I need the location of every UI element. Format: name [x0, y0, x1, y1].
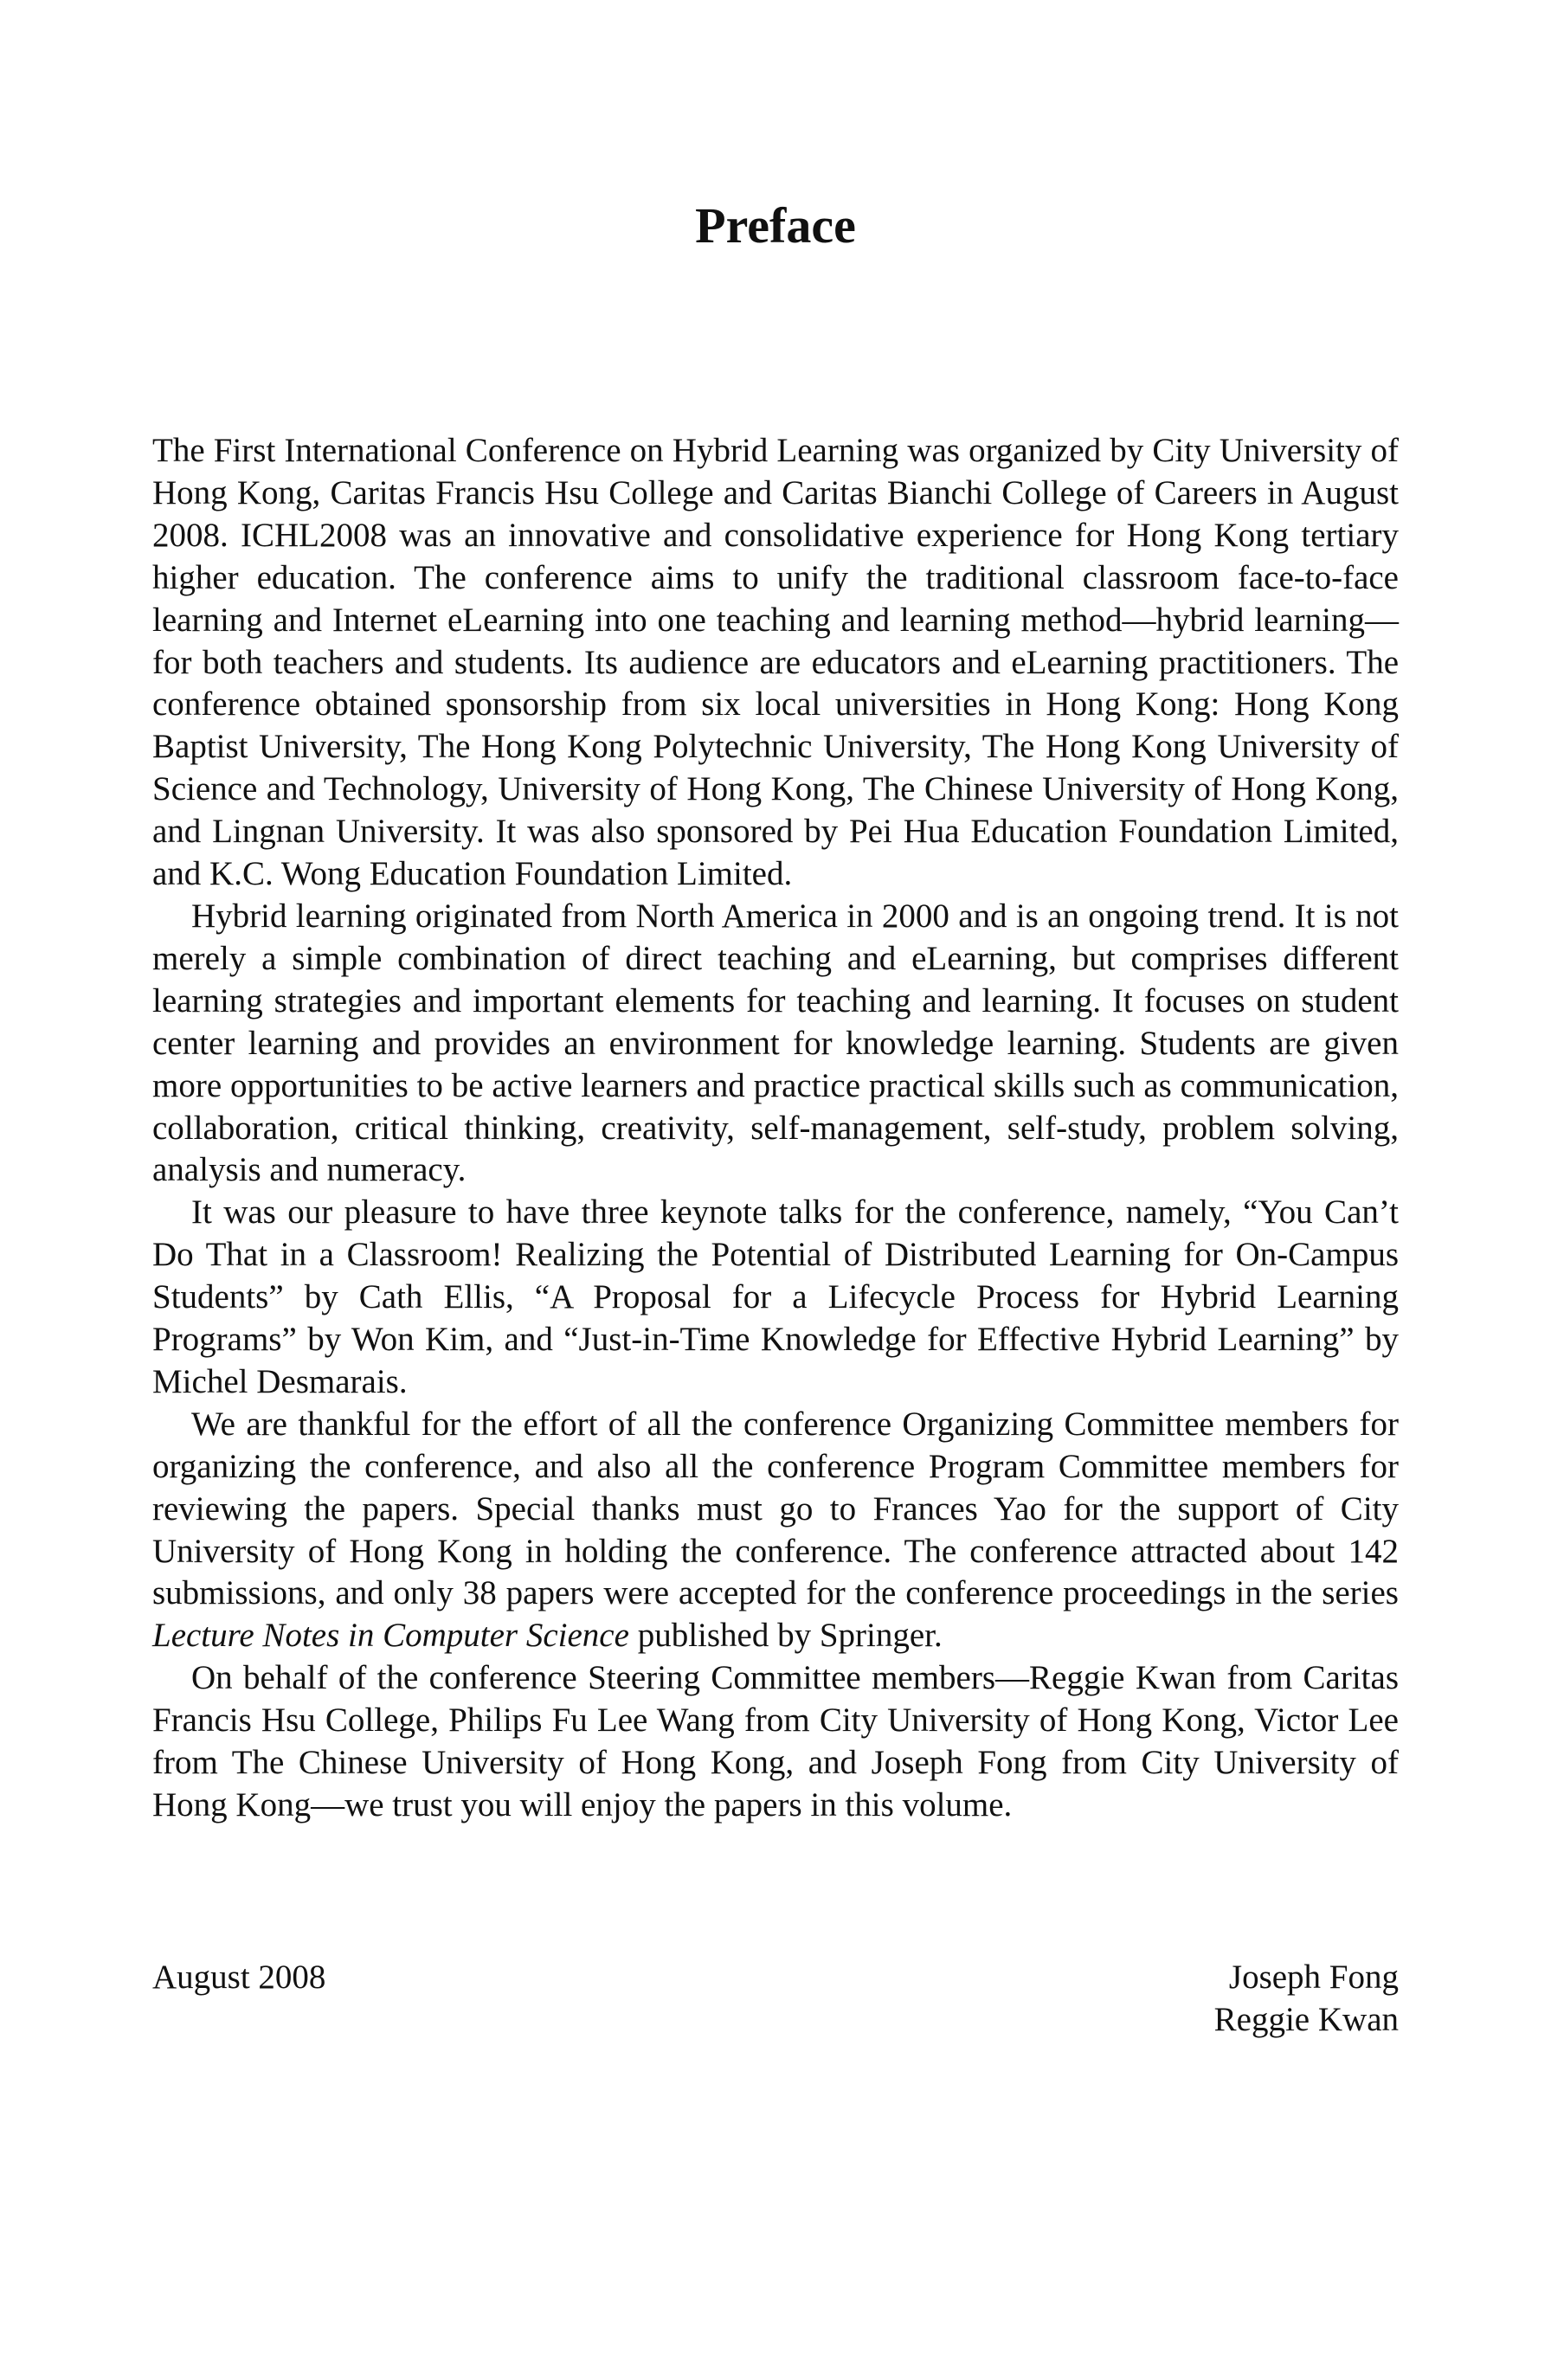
series-title: Lecture Notes in Computer Science — [152, 1617, 629, 1655]
paragraph-conference-overview: The First International Conference on Hybrid Learning was organized by City University of Hong Kong, Caritas Francis Hsu College and Caritas Bianchi College of Careers in August 2008. ICHL2008 was an innovative and consolidative experience for Hong Kong tertiary higher education. The conference aims to unify the traditional classroom face-to-face learning and Internet eLearning into one teaching and learning method—hybrid learning—for both teachers and students. Its audience are educators and eLearning practitioners. The conference obtained sponsorship from six local universities in Hong Kong: Hong Kong Baptist University, The Hong Kong Polytechnic University, The Hong Kong University of Science and Technology, University of Hong Kong, The Chinese University of Hong Kong, and Lingnan University. It was also sponsored by Pei Hua Education Foundation Limited, and K.C. Wong Education Foundation Limited. — [152, 432, 1399, 893]
acknowledgements-text: We are thankful for the effort of all the conference Organizing Committee members for organizing the conference, and also all the conference Program Committee members for reviewing the papers. Special thanks must go to Frances Yao for the support of City University of Hong Kong in holding the conference. The conference attracted about 142 submissions, and only 38 papers were accepted for the conference proceedings in the series — [152, 1405, 1399, 1612]
paragraph-hybrid-learning: Hybrid learning originated from North America in 2000 and is an ongoing trend. It is not merely a simple combination of direct teaching and eLearning, but comprises different learning strategies and important elements for teaching and learning. It focuses on student center learning and provides an environment for knowledge learning. Students are given more opportunities to be active learners and practice practical skills such as communication, collaboration, critical thinking, creativity, self-management, self-study, problem solving, analysis and numeracy. — [152, 897, 1399, 1189]
page-title: Preface — [695, 197, 856, 254]
preface-body — [152, 430, 1399, 1827]
signoff-date: August 2008 — [152, 1959, 326, 1996]
acknowledgements-text-end: published by Springer. — [628, 1617, 943, 1655]
author-name: Joseph Fong — [1228, 1959, 1399, 1996]
signoff-authors — [1214, 1956, 1399, 2041]
author-name: Reggie Kwan — [1213, 2001, 1399, 2038]
paragraph-steering-committee: On behalf of the conference Steering Committee members—Reggie Kwan from Caritas Francis Hsu College, Philips Fu Lee Wang from City University of Hong Kong, Victor Lee from The Chinese University of Hong Kong, and Joseph Fong from City University of Hong Kong—we trust you will enjoy the papers in this volume. — [152, 1659, 1399, 1824]
paragraph-acknowledgements — [152, 1404, 1399, 1657]
paragraph-keynotes: It was our pleasure to have three keynote talks for the conference, namely, “You Can’t Do That in a Classroom! Realizing the Potential of Distributed Learning for On-Campus Students” by Cath Ellis, “A Proposal for a Lifecycle Process for Hybrid Learning Programs” by Won Kim, and “Just-in-Time Knowledge for Effective Hybrid Learning” by Michel Desmarais. — [152, 1193, 1399, 1400]
